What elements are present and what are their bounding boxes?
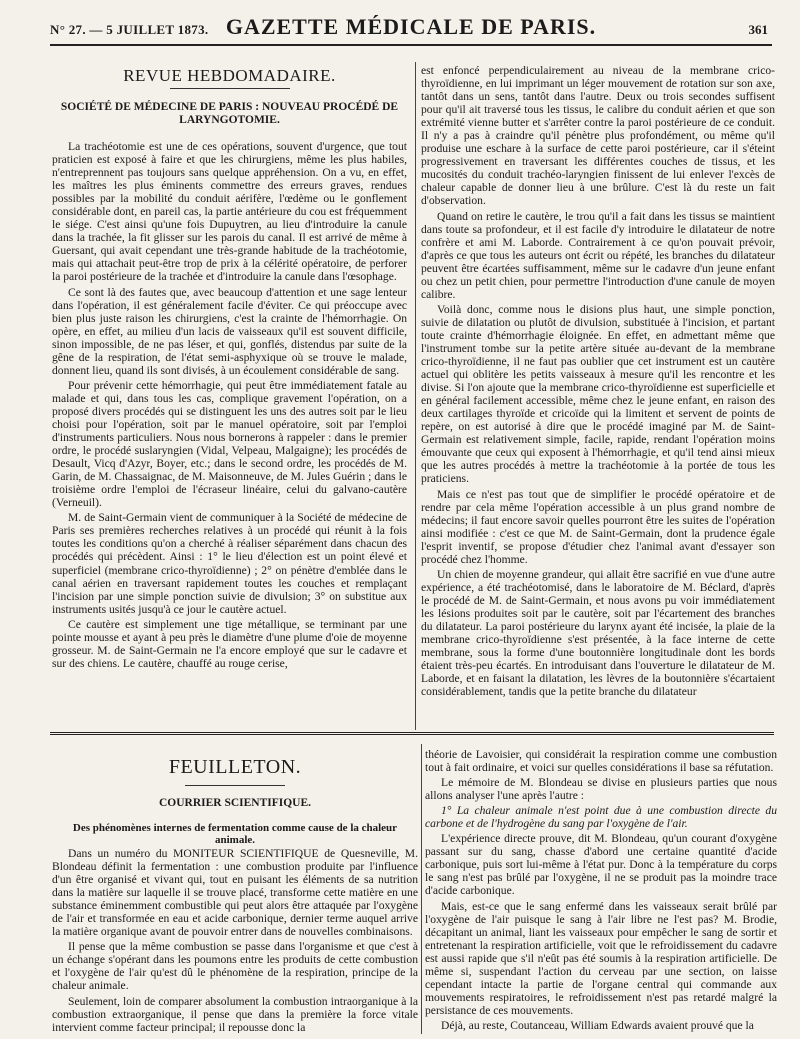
revue-column-left — [52, 140, 407, 724]
revue-title: REVUE HEBDOMADAIRE. — [123, 66, 336, 85]
paragraph: Ce sont là des fautes que, avec beaucoup d'attention et une sage lenteur dans l'opération, il est généralement facile d'éviter. Ce qui préoccupe avec bien plus juste raison les chirurgiens, c'est la crainte de l'hémorrhagie. On opère, en effet, au milieu d'un lacis de vaisseaux qu'il est souvent difficile, sinon impossible, de ne pas léser, et qui, gonflés, distendus par suite de la gêne de la respiration, de l'état semi-asphyxique où se trouve le malade, donnent lieu, quand ils sont divisés, à un écoulement considérable de sang. — [52, 285, 407, 377]
feuilleton-subheading: Des phénomènes internes de fermentation comme cause de la chaleur animale. — [72, 822, 398, 846]
feuilleton-title-rule — [185, 785, 285, 786]
paragraph: L'expérience directe prouve, dit M. Blondeau, qu'un courant d'oxygène passant sur du sang, chasse d'abord une certaine quantité d'acide carbonique, puis sort lui-même à l'état pur. Donc à la température du corps le sang n'est pas brûlé par l'oxygène, il ne se produit pas la moindre trace d'acide carbonique. — [425, 832, 777, 898]
paragraph: théorie de Lavoisier, qui considérait la respiration comme une combustion tout à fait ordinaire, et voici sur quelles considérations il base sa réfutation. — [425, 748, 777, 775]
paragraph: Pour prévenir cette hémorrhagie, qui peut être immédiatement fatale au malade et qui, dans tous les cas, complique gravement l'opération, on a proposé divers procédés qui se distinguent les uns des autres soit par le lieu choisi pour l'opération, soit par le manuel opératoire, soit par l'emploi d'instruments particuliers. Nous nous bornerons à rappeler : dans le premier ordre, le procédé suslaryngien (Vidal, Velpeau, Malgaigne); les procédés de Desault, Vicq d'Azyr, Boyer, etc.; dans le second ordre, les procédés de M. Garin, de M. Chassaignac, de M. Maisonneuve, de M. Jules Guérin ; dans le troisième ordre l'emploi de l'écraseur linéaire, celui du galvano-cautère (Verneuil). — [52, 378, 407, 510]
paragraph: Mais, est-ce que le sang enfermé dans les vaisseaux serait brûlé par l'oxygène de l'air puisque le sang à l'air libre ne l'est pas? M. Brodie, décapitant un animal, liant les vaisseaux pour empêcher le sang de sortir et entretenant la respiration artificielle, voit que le refroidissement du cadavre est aussi rapide que s'il n'eût pas été soumis à la respiration artificielle. De même si, suspendant l'action du cerveau par une section, on laisse cependant intacte la partie de l'organe central qui commande aux mouvements respiratoires, le refroidissement n'est pas retardé malgré la persistance de ces mouvements. — [425, 899, 777, 1017]
page-number: 361 — [748, 22, 768, 37]
paragraph: Dans un numéro du MONITEUR SCIENTIFIQUE de Quesneville, M. Blondeau définit la fermentation : une combustion produite par l'influence d'un être organisé et vivant qui, tout en puisant les éléments de sa nutrition dans la matière sur laquelle il se trouve placé, transforme cette matière en une substance éminemment combustible qui peut alors être attaquée par l'oxygène de l'air et transformée en eau et acide carbonique, dernier terme auquel arrive la matière organique avant de pouvoir entrer dans de nouvelles combinaisons. — [52, 847, 418, 939]
paragraph: Déjà, au reste, Coutanceau, William Edwards avaient prouvé que la — [441, 1018, 754, 1032]
paragraph: Il pense que la même combustion se passe dans l'organisme et que c'est à un échange s'opérant dans les poumons entre les produits de cette combustion et l'oxygène de l'air qu'est dû le phénomène de la respiration, principe de la chaleur animale. — [52, 940, 418, 993]
revue-column-right — [421, 64, 775, 728]
journal-title: GAZETTE MÉDICALE DE PARIS. — [225, 14, 597, 39]
paragraph: Voilà donc, comme nous le disions plus haut, une simple ponction, suivie de dilatation ou plutôt de divulsion, substituée à l'incision, et partant toute crainte d'hémorrhagie éloignée. En effet, en admettant même que l'instrument tombe sur la petite artère située au-devant de la membrane crico-thyroïdienne, il ne faut pas oublier que cet instrument est un cautère actuel qui oblitère les petits vaisseaux à mesure qu'il les rencontre et les divise. Si l'on ajoute que la membrane crico-thyroïdienne est superficielle et en général facilement accessible, même chez le jeune enfant, en raison des deux cartilages thyroïde et cricoïde qui la limitent et servent de points de repère, on est autorisé à dire que le procédé imaginé par M. de Saint-Germain est relativement simple, facile, rapide, rendant l'opération moins émouvante que ceux qui exposent à l'hémorrhagie, et qu'il tend ainsi mieux que les autres procédés à mettre la trachéotomie à la portée de tous les praticiens. — [421, 302, 775, 486]
revue-title-rule — [170, 88, 290, 89]
column-divider-bottom — [421, 744, 422, 1034]
feuilleton-subtitle: COURRIER SCIENTIFIQUE. — [158, 797, 312, 809]
paragraph: Mais ce n'est pas tout que de simplifier le procédé opératoire et de rendre par cela même l'opération accessible à un plus grand nombre de médecins; il faut encore savoir quelles pourront être les suites de l'opération ainsi modifiée : c'est ce que M. de Saint-Germain, dont la prudence égale l'esprit inventif, se propose d'étudier chez l'animal avant d'essayer son procédé chez l'homme. — [421, 487, 775, 566]
feuilleton-column-left — [52, 847, 418, 1033]
feuilleton-title: FEUILLETON. — [168, 756, 302, 778]
paragraph: Seulement, loin de comparer absolument la combustion intraorganique à la combustion extraorganique, il pense que dans la première la force vitale intervient comme facteur principal; il repousse donc la — [52, 994, 418, 1033]
paragraph: La trachéotomie est une de ces opérations, souvent d'urgence, que tout praticien est exposé à faire et que les chirurgiens, même les plus habiles, n'entreprennent pas toujours sans quelque appréhension. On a vu, en effet, les maîtres les plus éminents commettre des erreurs graves, rendues possibles par la mobilité du conduit aérifère, l'œdème ou le gonflement considérable dont, en pareil cas, la partie antérieure du cou est fréquemment le siége. C'est ainsi qu'une fois Dupuytren, au lieu d'introduire la canule dans la trachée, la fit glisser sur les parois du canal. Il est arrivé de même à Guersant, qui avait cependant une très-grande habitude de la trachéotomie, mais qui attachait peut-être trop de prix à la célérité opératoire, de perforer la paroi postérieure de la trachée et d'introduire la canule dans l'œsophage. — [52, 140, 407, 284]
column-divider-top — [415, 62, 416, 730]
feuilleton-column-right — [425, 748, 777, 1034]
paragraph: M. de Saint-Germain vient de communiquer à la Société de médecine de Paris ses premières recherches relatives à un procédé qui réunit à la fois toutes les conditions qu'on a cherché à réaliser séparément dans chacun des procédés qui précèdent. Ainsi : 1° le lieu d'élection est un point élevé et superficiel (membrane crico-thyroïdienne) ; 2° on pénètre d'emblée dans le canal aérien en traversant rapidement toutes les couches et remplaçant l'incision par une simple ponction suivie de divulsion; 3° on substitue aux instruments usités jusqu'à ce jour le cautère actuel. — [52, 511, 407, 616]
revue-subtitle: SOCIÉTÉ DE MÉDECINE DE PARIS : NOUVEAU PROCÉDÉ DE LARYNGOTOMIE. — [60, 101, 399, 126]
paragraph: Quand on retire le cautère, le trou qu'il a fait dans les tissus se maintient dans toute sa profondeur, et il est facile d'y introduire le dilatateur de notre confrère et ami M. Laborde. Contrairement à ce qu'on pouvait prévoir, d'après ce que tous les auteurs ont écrit ou répété, les branches du dilatateur peuvent être écartées suffisamment, même sur le cadavre d'un jeune enfant ou chez un petit chien, pour permettre l'introduction d'une canule de moyen calibre. — [421, 209, 775, 301]
masthead — [50, 14, 772, 46]
paragraph: Le mémoire de M. Blondeau se divise en plusieurs parties que nous allons analyser l'une après l'autre : — [425, 776, 777, 803]
paragraph: Ce cautère est simplement une tige métallique, se terminant par une pointe mousse et ayant à peu près le diamètre d'une plume d'oie de moyenne grosseur. M. de Saint-Germain ne l'a encore employé que sur le cadavre et sur des chiens. Le cautère, chauffé au rouge cerise, — [52, 617, 407, 670]
paragraph: est enfoncé perpendiculairement au niveau de la membrane crico-thyroïdienne, en lui imprimant un léger mouvement de rotation sur son axe, tantôt dans un sens, tantôt dans l'autre. Deux ou trois secondes suffisent pour qu'il ait traversé tous les tissus, le calibre du conduit aérien et que son extrémité vienne butter et s'arrêter contre la paroi postérieure de ce conduit. Il n'y a pas à craindre qu'il pénètre plus profondément, ou même qu'il produise une eschare à la surface de cette paroi postérieure, car il s'éteint progressivement en traversant les différentes couches de tissus, et les mucosités du conduit trachéo-laryngien finissent de lui enlever l'excès de chaleur capable de donner lieu à une brûlure. C'est là du reste un fait d'observation. — [421, 64, 775, 208]
paragraph: 1° La chaleur animale n'est point due à une combustion directe du carbone et de l'hydrogène du sang par l'oxygène de l'air. — [425, 804, 777, 831]
issue-date: N° 27. — 5 JUILLET 1873. — [50, 22, 209, 37]
feuilleton-separator — [50, 732, 774, 735]
paragraph: Un chien de moyenne grandeur, qui allait être sacrifié en vue d'une autre expérience, a été trachéotomisé, dans le laboratoire de M. Béclard, d'après le procédé de M. de Saint-Germain, et nous avons pu voir immédiatement les lésions produites soit par le cautère, soit par l'écartement des branches du dilatateur. La paroi postérieure du larynx ayant été incisée, la plaie de la membrane crico-thyroïdienne s'est présentée, à la face interne de cette membrane, sous la forme d'une boutonnière longitudinale dont les bords étaient très-peu écartés. En introduisant dans l'ouverture le dilatateur de M. Laborde, et en faisant la dilatation, les lèvres de la boutonnière s'écartaient considérablement, tandis que la petite branche du dilatateur — [421, 567, 775, 699]
